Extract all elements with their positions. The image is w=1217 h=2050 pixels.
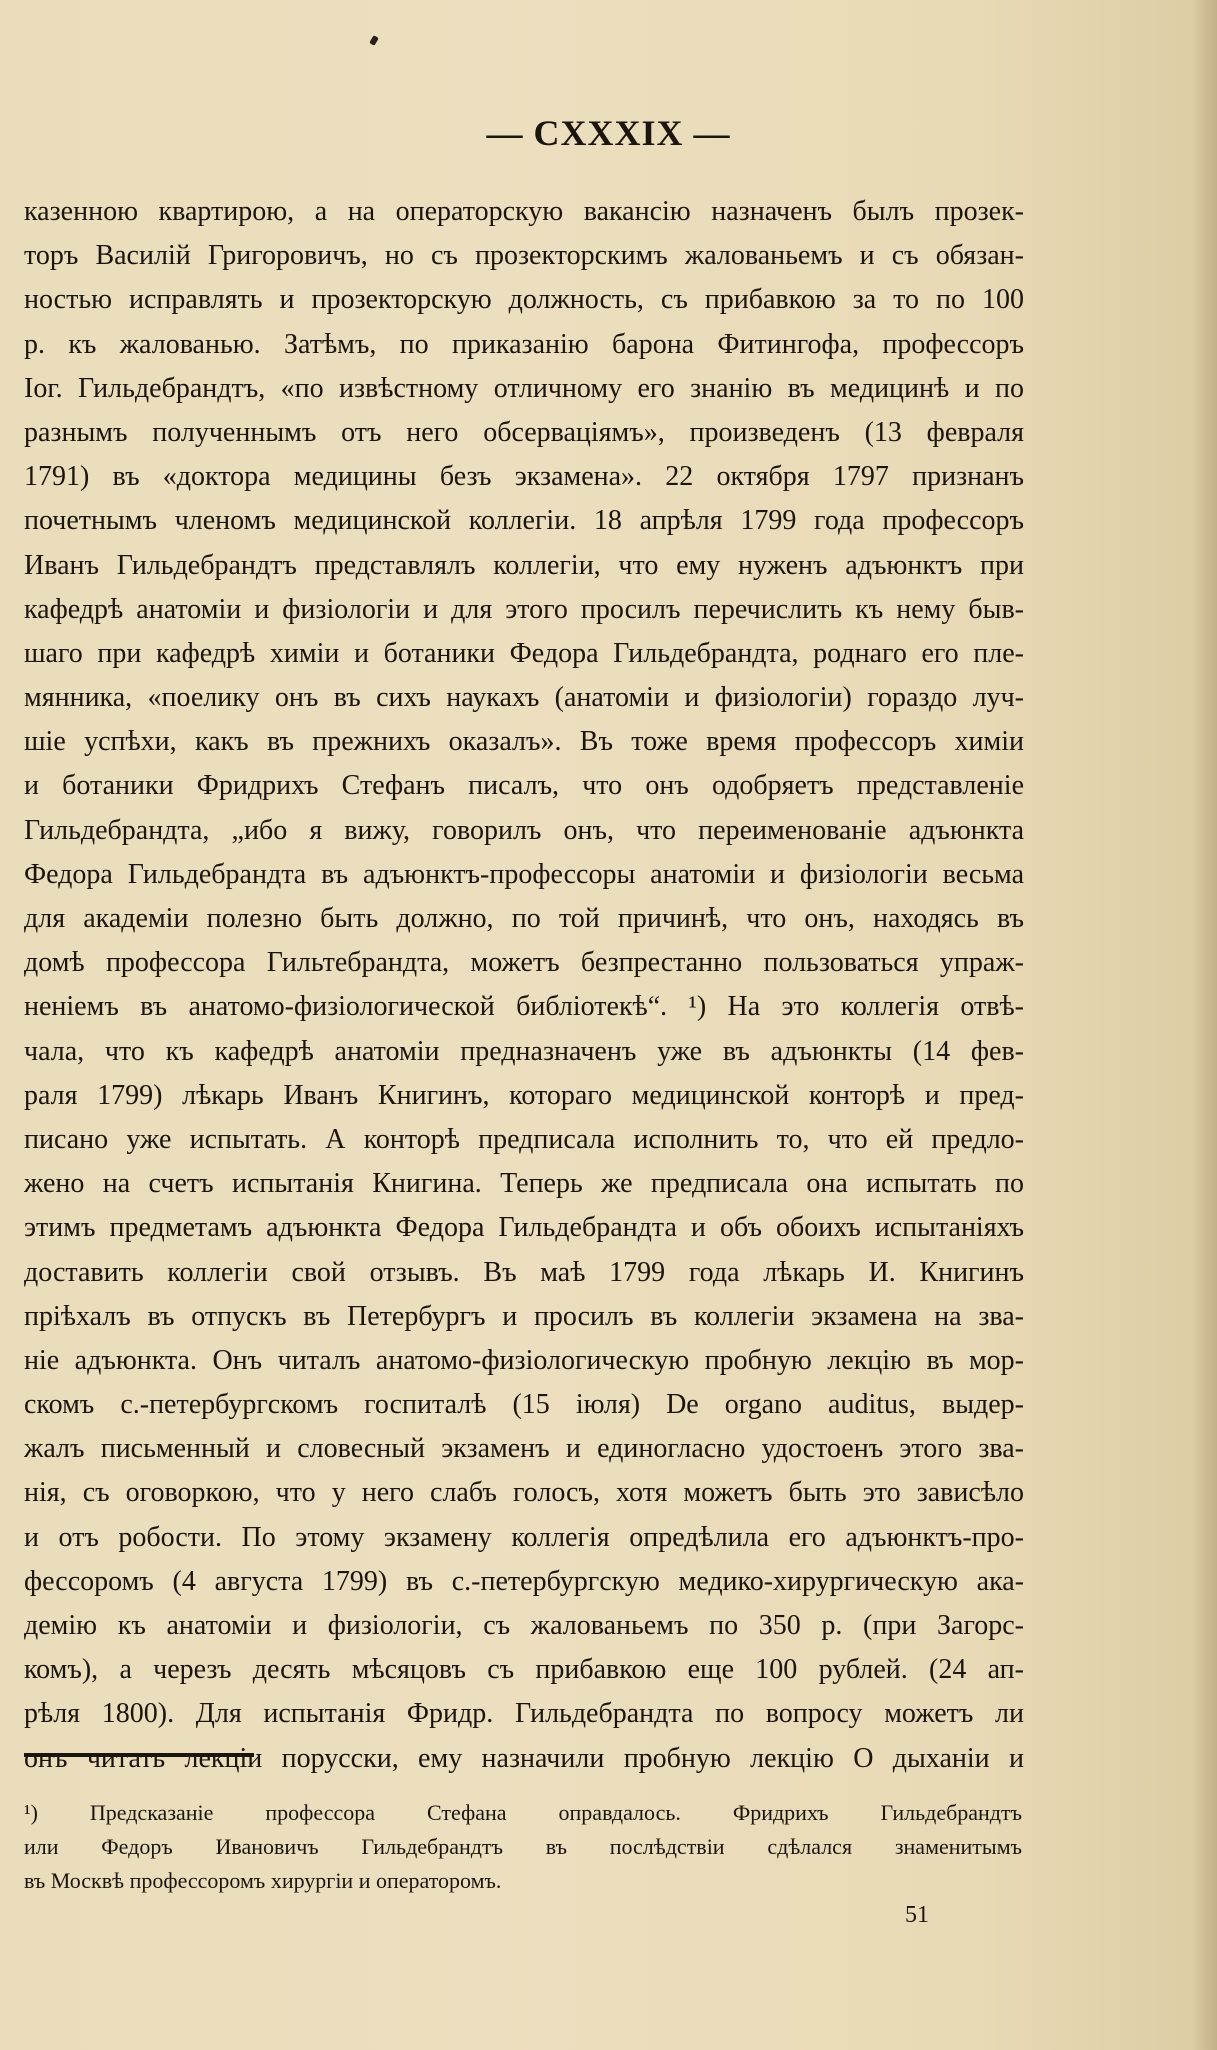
- text-line: шіе успѣхи, какъ въ прежнихъ оказалъ». Въ тоже время профессоръ химіи: [24, 726, 1024, 758]
- text-line: фессоромъ (4 августа 1799) въ с.-петербургскую медико-хирургическую ака-: [24, 1565, 1024, 1597]
- text-line: комъ), а черезъ десять мѣсяцовъ съ прибавкою еще 100 рублей. (24 ап-: [24, 1654, 1024, 1686]
- text-line: Федора Гильдебрандта въ адъюнктъ-профессоры анатоміи и физіологіи весьма: [24, 858, 1024, 890]
- footnote-line: или Федоръ Ивановичъ Гильдебрандтъ въ послѣдствіи сдѣлался знаменитымъ: [24, 1834, 1022, 1859]
- text-line: жено на счетъ испытанія Книгина. Теперь же предписала она испытать по: [24, 1168, 1024, 1200]
- text-line: неніемъ въ анатомо-физіологической библіотекѣ“. ¹) На это коллегія отвѣ-: [24, 991, 1024, 1023]
- page-number: 51: [905, 1902, 929, 1928]
- text-line: разнымъ полученнымъ отъ него обсерваціямъ», произведенъ (13 февраля: [24, 416, 1024, 448]
- text-line: почетнымъ членомъ медицинской коллегіи. 18 апрѣля 1799 года профессоръ: [24, 505, 1024, 537]
- text-line: ностью исправлять и прозекторскую должность, съ прибавкою за то по 100: [24, 284, 1024, 316]
- text-line: Гильдебрандта, „ибо я вижу, говорилъ онъ, что переименованіе адъюнкта: [24, 814, 1024, 846]
- text-line: этимъ предметамъ адъюнкта Федора Гильдебрандта и объ обоихъ испытаніяхъ: [24, 1212, 1024, 1244]
- text-line: Иванъ Гильдебрандтъ представлялъ коллегіи, что ему нуженъ адъюнктъ при: [24, 549, 1024, 581]
- main-text: [24, 190, 1024, 1781]
- text-line: кафедрѣ анатоміи и физіологіи и для этого просилъ перечислить къ нему быв-: [24, 593, 1024, 625]
- text-line: р. къ жалованью. Затѣмъ, по приказанію барона Фитингофа, профессоръ: [24, 328, 1024, 360]
- text-line: демію къ анатоміи и физіологіи, съ жалованьемъ по 350 р. (при Загорс-: [24, 1610, 1024, 1641]
- footnote: [24, 1796, 1022, 1898]
- text-line: чала, что къ кафедрѣ анатоміи предназначенъ уже въ адъюнкты (14 фев-: [24, 1035, 1024, 1067]
- page-header: — CXXXIX —: [486, 113, 731, 153]
- text-line: мянника, «поелику онъ въ сихъ наукахъ (анатоміи и физіологіи) гораздо луч-: [24, 682, 1024, 714]
- text-line: и отъ робости. По этому экзамену коллегія опредѣлила его адъюнктъ-про-: [24, 1521, 1024, 1553]
- ink-mark: [369, 35, 379, 46]
- text-line: рѣля 1800). Для испытанія Фридр. Гильдебрандта по вопросу можетъ ли: [24, 1698, 1024, 1730]
- text-line: жалъ письменный и словесный экзаменъ и единогласно удостоенъ этого зва-: [24, 1433, 1024, 1465]
- page-edge-shadow: [1191, 0, 1217, 2050]
- text-line: для академіи полезно быть должно, по той причинѣ, что онъ, находясь въ: [24, 903, 1024, 934]
- text-line: торъ Василій Григоровичъ, но съ прозекторскимъ жалованьемъ и съ обязан-: [24, 240, 1024, 272]
- footnote-line: ¹) Предсказаніе профессора Стефана оправдалось. Фридрихъ Гильдебрандтъ: [24, 1800, 1022, 1825]
- footnote-line: въ Москвѣ профессоромъ хирургіи и операторомъ.: [24, 1868, 502, 1893]
- text-line: писано уже испытать. А конторѣ предписала исполнить то, что ей предло-: [24, 1123, 1024, 1155]
- text-line: 1791) въ «доктора медицины безъ экзамена». 22 октября 1797 признанъ: [24, 461, 1024, 493]
- text-line: шаго при кафедрѣ химіи и ботаники Федора Гильдебрандта, роднаго его пле-: [24, 637, 1024, 669]
- text-line: ніе адъюнкта. Онъ читалъ анатомо-физіологическую пробную лекцію въ мор-: [24, 1344, 1024, 1376]
- text-line: нія, съ оговоркою, что у него слабъ голосъ, хотя можетъ быть это зависѣло: [24, 1477, 1024, 1509]
- text-line: домѣ профессора Гильтебрандта, можетъ безпрестанно пользоваться упраж-: [24, 947, 1024, 979]
- text-line: казенною квартирою, а на операторскую вакансію назначенъ былъ прозек-: [24, 196, 1024, 227]
- text-line: раля 1799) лѣкарь Иванъ Книгинъ, котораго медицинской конторѣ и пред-: [24, 1079, 1024, 1111]
- text-line: пріѣхалъ въ отпускъ въ Петербургъ и просилъ въ коллегіи экзамена на зва-: [24, 1300, 1024, 1332]
- text-line: скомъ с.-петербургскомъ госпиталѣ (15 іюля) De organo auditus, выдер-: [24, 1389, 1024, 1421]
- text-line: Іог. Гильдебрандтъ, «по извѣстному отличному его знанію въ медицинѣ и по: [24, 372, 1024, 404]
- text-line: онъ читать лекціи порусски, ему назначили пробную лекцію О дыханіи и: [24, 1742, 1024, 1774]
- text-line: доставить коллегіи свой отзывъ. Въ маѣ 1799 года лѣкарь И. Книгинъ: [24, 1256, 1024, 1288]
- footnote-divider: [24, 1753, 254, 1757]
- text-line: и ботаники Фридрихъ Стефанъ писалъ, что онъ одобряетъ представленіе: [24, 770, 1024, 802]
